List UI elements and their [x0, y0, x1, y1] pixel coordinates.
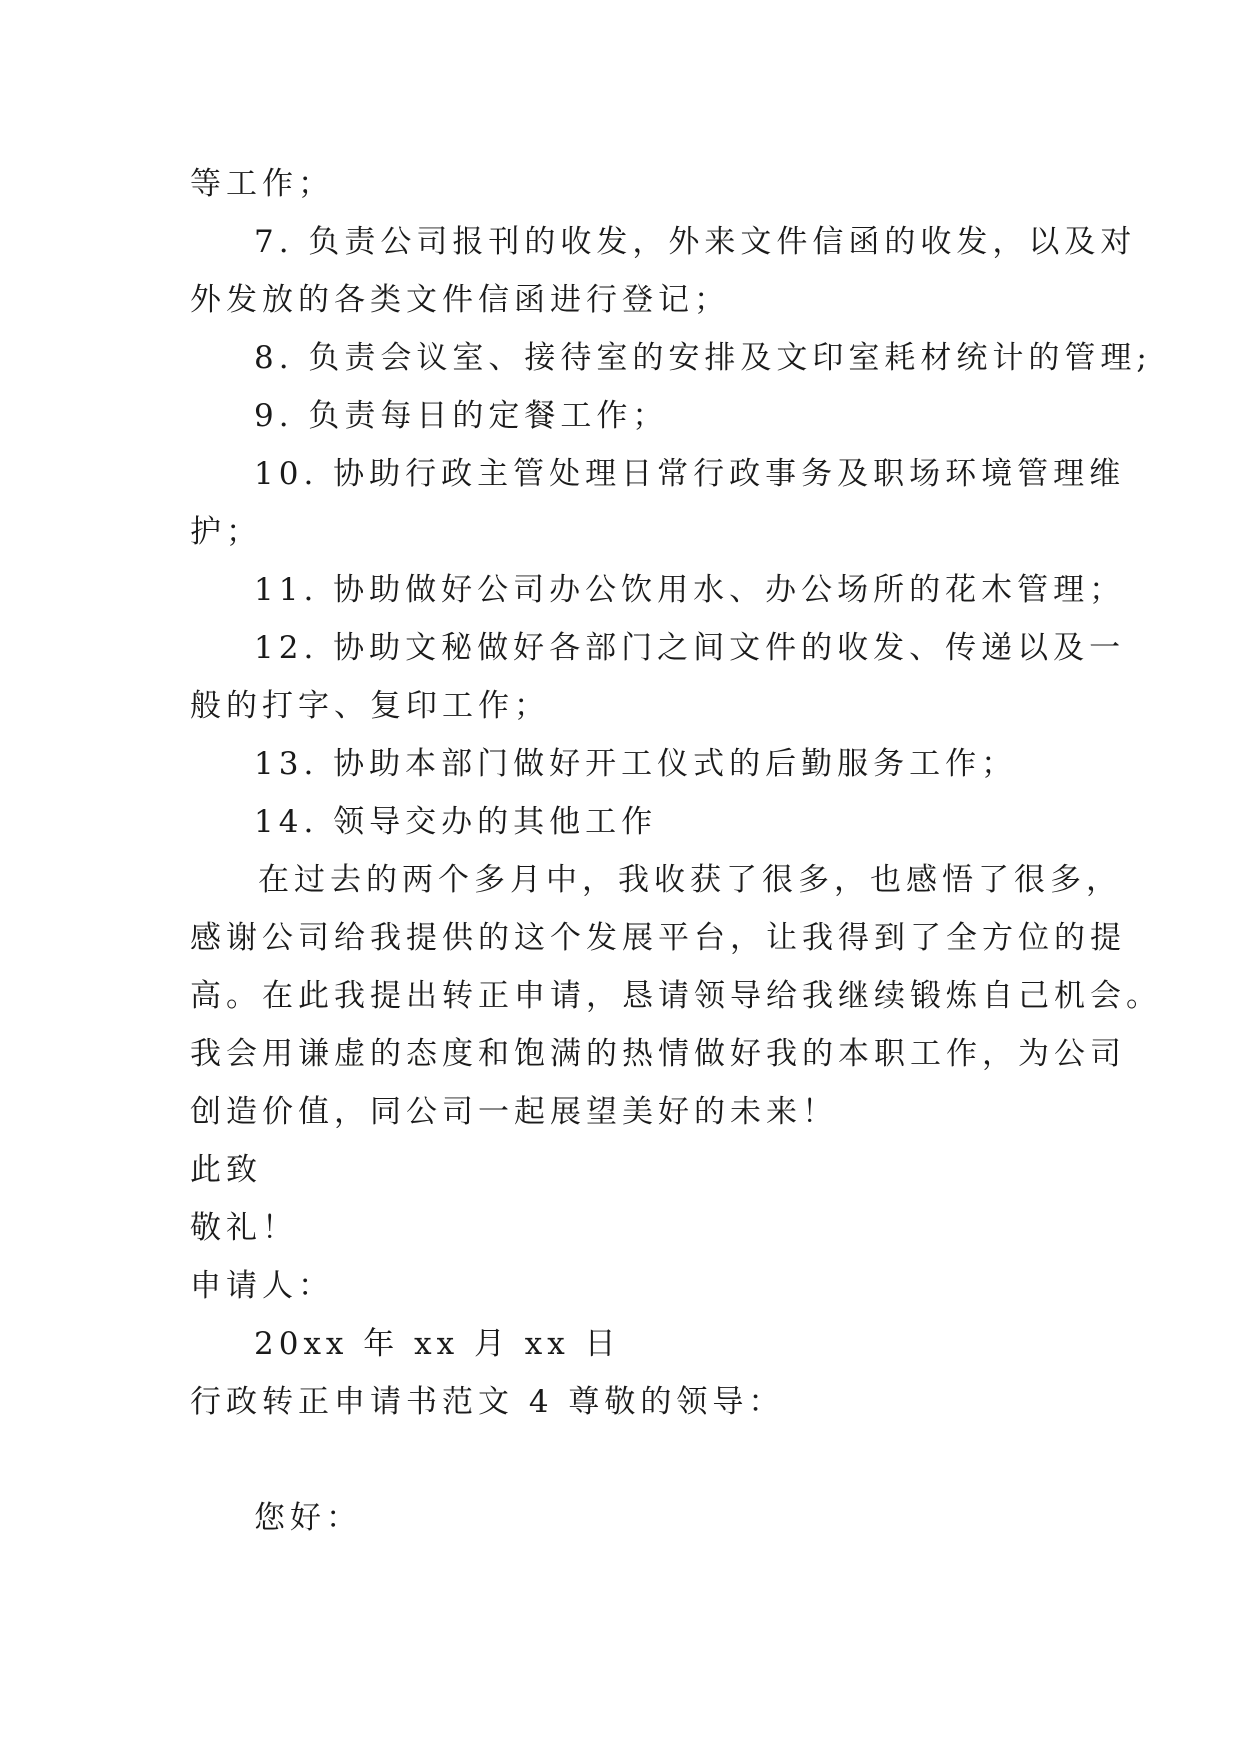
list-item-10: 10. 协助行政主管处理日常行政事务及职场环境管理维: [254, 456, 1126, 492]
closing-paragraph-line: 在过去的两个多月中，我收获了很多，也感悟了很多，: [258, 862, 1122, 898]
text-line: 等工作；: [190, 166, 334, 202]
greeting: 您好：: [254, 1500, 362, 1536]
date-line: 20xx 年 xx 月 xx 日: [254, 1326, 621, 1362]
list-item-13: 13. 协助本部门做好开工仪式的后勤服务工作；: [254, 746, 1018, 782]
closing-paragraph-line: 感谢公司给我提供的这个发展平台，让我得到了全方位的提: [190, 920, 1126, 956]
text-line: 护；: [190, 514, 262, 550]
next-sample-heading: 行政转正申请书范文 4 尊敬的领导：: [190, 1384, 785, 1420]
list-item-14: 14. 领导交办的其他工作: [254, 804, 658, 840]
closing-paragraph-line: 高。在此我提出转正申请，恳请领导给我继续锻炼自己机会。: [190, 978, 1162, 1014]
list-item-9: 9. 负责每日的定餐工作；: [254, 398, 669, 434]
salutation-jingli: 敬礼！: [190, 1210, 298, 1246]
text-line: 般的打字、复印工作；: [190, 688, 550, 724]
applicant-label: 申请人：: [190, 1268, 334, 1304]
text-line: 外发放的各类文件信函进行登记；: [190, 282, 730, 318]
list-item-8: 8. 负责会议室、接待室的安排及文印室耗材统计的管理;: [254, 340, 1152, 376]
closing-paragraph-line: 我会用谦虚的态度和饱满的热情做好我的本职工作，为公司: [190, 1036, 1126, 1072]
closing-paragraph-line: 创造价值，同公司一起展望美好的未来！: [190, 1094, 838, 1130]
list-item-11: 11. 协助做好公司办公饮用水、办公场所的花木管理；: [254, 572, 1126, 608]
salutation-cizhi: 此致: [190, 1152, 262, 1188]
list-item-7: 7. 负责公司报刊的收发，外来文件信函的收发，以及对: [254, 224, 1137, 260]
list-item-12: 12. 协助文秘做好各部门之间文件的收发、传递以及一: [254, 630, 1126, 666]
